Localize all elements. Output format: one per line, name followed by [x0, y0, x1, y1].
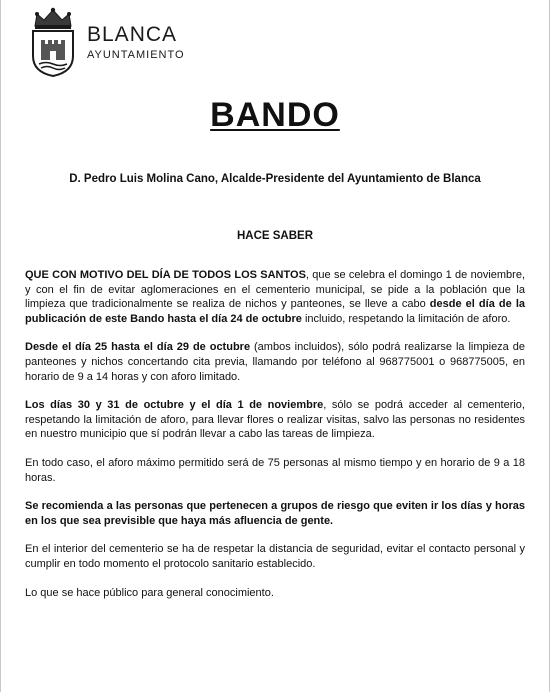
text-run: En el interior del cementerio se ha de respetar la distancia de seguridad, evitar el contacto personal y cumplir en todo momento el protocolo sanitario establecido.: [25, 543, 525, 570]
paragraph: [25, 340, 525, 384]
text-run: incluido, respetando la limitación de aforo.: [301, 312, 511, 325]
document-body: [25, 268, 525, 614]
hace-saber-heading: HACE SABER: [236, 230, 314, 242]
issuer-line: D. Pedro Luis Molina Cano, Alcalde-Presidente del Ayuntamiento de Blanca: [69, 173, 481, 185]
coat-of-arms-icon: [27, 6, 79, 78]
bold-text: desde el día de la publicación de este Bando hasta el día 24 de octubre: [25, 298, 526, 325]
text-run: , sólo se podrá acceder al cementerio, respetando la limitación de aforo, para llevar flores o realizar visitas, salvo las personas no residentes en nuestro municipio que sí podrán llevar a cabo las tareas de limpieza.: [25, 399, 525, 441]
bold-text: Los días 30 y 31 de octubre y el día 1 de noviembre: [25, 399, 324, 412]
document-title: BANDO: [210, 96, 340, 134]
text-run: Lo que se hace público para general conocimiento.: [25, 586, 274, 599]
text-run: (ambos incluidos), sólo podrá realizarse la limpieza de panteones y nichos concertando cita previa, llamando por teléfono al 968775001 o 968775005, en horario de 9 a 14 horas y con aforo limitado.: [25, 341, 525, 383]
bold-text: Desde el día 25 hasta el día 29 de octubre: [25, 341, 251, 354]
paragraph: [25, 542, 525, 571]
bold-text: QUE CON MOTIVO DEL DÍA DE TODOS LOS SANTOS: [25, 269, 306, 281]
paragraph: [25, 456, 525, 485]
paragraph: [25, 586, 525, 601]
paragraph: [25, 268, 525, 326]
brand-name: BLANCA: [87, 22, 178, 46]
text-run: , que se celebra el domingo 1 de noviembre, y con el fin de evitar aglomeraciones en el cementerio municipal, se pide a la población que la limpieza que tradicionalmente se realiza de nichos y panteones, se lleve a cabo: [25, 269, 526, 311]
paragraph: [25, 398, 525, 442]
brand-subtitle: AYUNTAMIENTO: [87, 48, 185, 61]
paragraph: [25, 499, 525, 528]
bold-text: Se recomienda a las personas que pertenecen a grupos de riesgo que eviten ir los días y horas en los que sea previsible que haya más afluencia de gente.: [25, 500, 525, 527]
brand: [87, 24, 185, 61]
text-run: En todo caso, el aforo máximo permitido será de 75 personas al mismo tiempo y en horario de 9 a 18 horas.: [25, 456, 525, 484]
letterhead: [27, 4, 185, 80]
